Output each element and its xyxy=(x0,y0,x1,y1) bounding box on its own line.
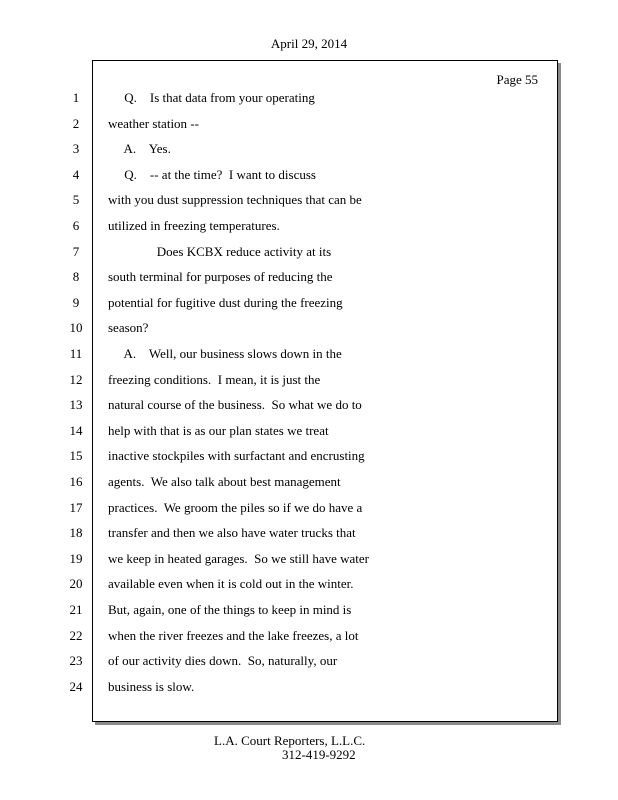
line-text: of our activity dies down. So, naturally, our xyxy=(108,653,338,669)
line-text: season? xyxy=(108,320,149,336)
line-number: 12 xyxy=(69,371,83,387)
line-text: weather station -- xyxy=(108,115,199,131)
transcript-line xyxy=(0,523,618,543)
line-text: inactive stockpiles with surfactant and encrusting xyxy=(108,448,365,464)
line-text: But, again, one of the things to keep in mind is xyxy=(108,602,352,617)
line-number: 10 xyxy=(69,320,83,336)
line-number: 15 xyxy=(69,448,83,464)
transcript-date: April 29, 2014 xyxy=(270,36,348,51)
line-number: 16 xyxy=(69,474,83,489)
line-number: 17 xyxy=(69,499,83,515)
line-number: 14 xyxy=(69,422,83,438)
line-number: 6 xyxy=(72,218,80,233)
line-text: Q. Is that data from your operating xyxy=(108,90,315,105)
transcript-line xyxy=(0,677,618,697)
page-number: Page 55 xyxy=(496,72,538,87)
transcript-line xyxy=(0,395,618,415)
line-number: 19 xyxy=(69,550,83,566)
transcript-line xyxy=(0,549,618,569)
transcript-line xyxy=(0,574,618,594)
court-reporter-phone: 312-419-9292 xyxy=(282,747,356,762)
transcript-line xyxy=(0,370,618,390)
line-number: 5 xyxy=(72,192,80,208)
line-text: south terminal for purposes of reducing the xyxy=(108,269,333,285)
transcript-line xyxy=(0,344,618,364)
court-reporter-name: L.A. Court Reporters, L.L.C. xyxy=(214,733,366,748)
line-number: 4 xyxy=(72,166,80,182)
line-text: Q. -- at the time? I want to discuss xyxy=(108,166,316,182)
line-text: help with that is as our plan states we treat xyxy=(108,422,329,438)
transcript-line xyxy=(0,293,618,313)
transcript-line xyxy=(0,600,618,620)
line-text: freezing conditions. I mean, it is just the xyxy=(108,371,321,387)
line-number: 9 xyxy=(72,294,80,310)
line-text: business is slow. xyxy=(108,678,195,694)
line-text: with you dust suppression techniques that can be xyxy=(108,192,362,208)
line-number: 13 xyxy=(69,397,83,413)
transcript-line xyxy=(0,190,618,210)
transcript-page-frame xyxy=(92,60,558,722)
line-text: available even when it is cold out in the winter. xyxy=(108,576,354,592)
line-number: 24 xyxy=(69,678,83,694)
line-text: agents. We also talk about best management xyxy=(108,474,341,489)
transcript-line xyxy=(0,651,618,671)
transcript-line xyxy=(0,165,618,185)
line-text: transfer and then we also have water trucks that xyxy=(108,525,356,541)
line-number: 20 xyxy=(69,576,83,592)
transcript-line xyxy=(0,446,618,466)
transcript-line xyxy=(0,216,618,236)
transcript-line xyxy=(0,318,618,338)
line-text: natural course of the business. So what we do to xyxy=(108,397,362,413)
line-number: 2 xyxy=(72,115,80,131)
line-number: 3 xyxy=(72,141,80,157)
line-text: when the river freezes and the lake freezes, a lot xyxy=(108,627,359,643)
line-text: A. Yes. xyxy=(108,141,171,157)
transcript-line xyxy=(0,114,618,134)
transcript-line xyxy=(0,242,618,262)
line-text: practices. We groom the piles so if we do have a xyxy=(108,499,363,515)
transcript-line xyxy=(0,472,618,492)
transcript-line xyxy=(0,139,618,159)
transcript-line xyxy=(0,267,618,287)
line-number: 7 xyxy=(72,243,80,259)
line-number: 8 xyxy=(72,269,80,285)
line-number: 23 xyxy=(69,653,83,669)
transcript-line xyxy=(0,421,618,441)
transcript-line xyxy=(0,498,618,518)
line-number: 21 xyxy=(69,602,83,617)
line-number: 11 xyxy=(69,346,83,361)
line-number: 22 xyxy=(69,627,83,643)
line-text: utilized in freezing temperatures. xyxy=(108,218,280,233)
line-number: 18 xyxy=(69,525,83,541)
transcript-line xyxy=(0,88,618,108)
line-text: A. Well, our business slows down in the xyxy=(108,346,342,361)
line-text: Does KCBX reduce activity at its xyxy=(108,243,332,259)
line-number: 1 xyxy=(72,90,80,105)
line-text: we keep in heated garages. So we still have water xyxy=(108,550,369,566)
transcript-line xyxy=(0,626,618,646)
line-text: potential for fugitive dust during the freezing xyxy=(108,294,343,310)
